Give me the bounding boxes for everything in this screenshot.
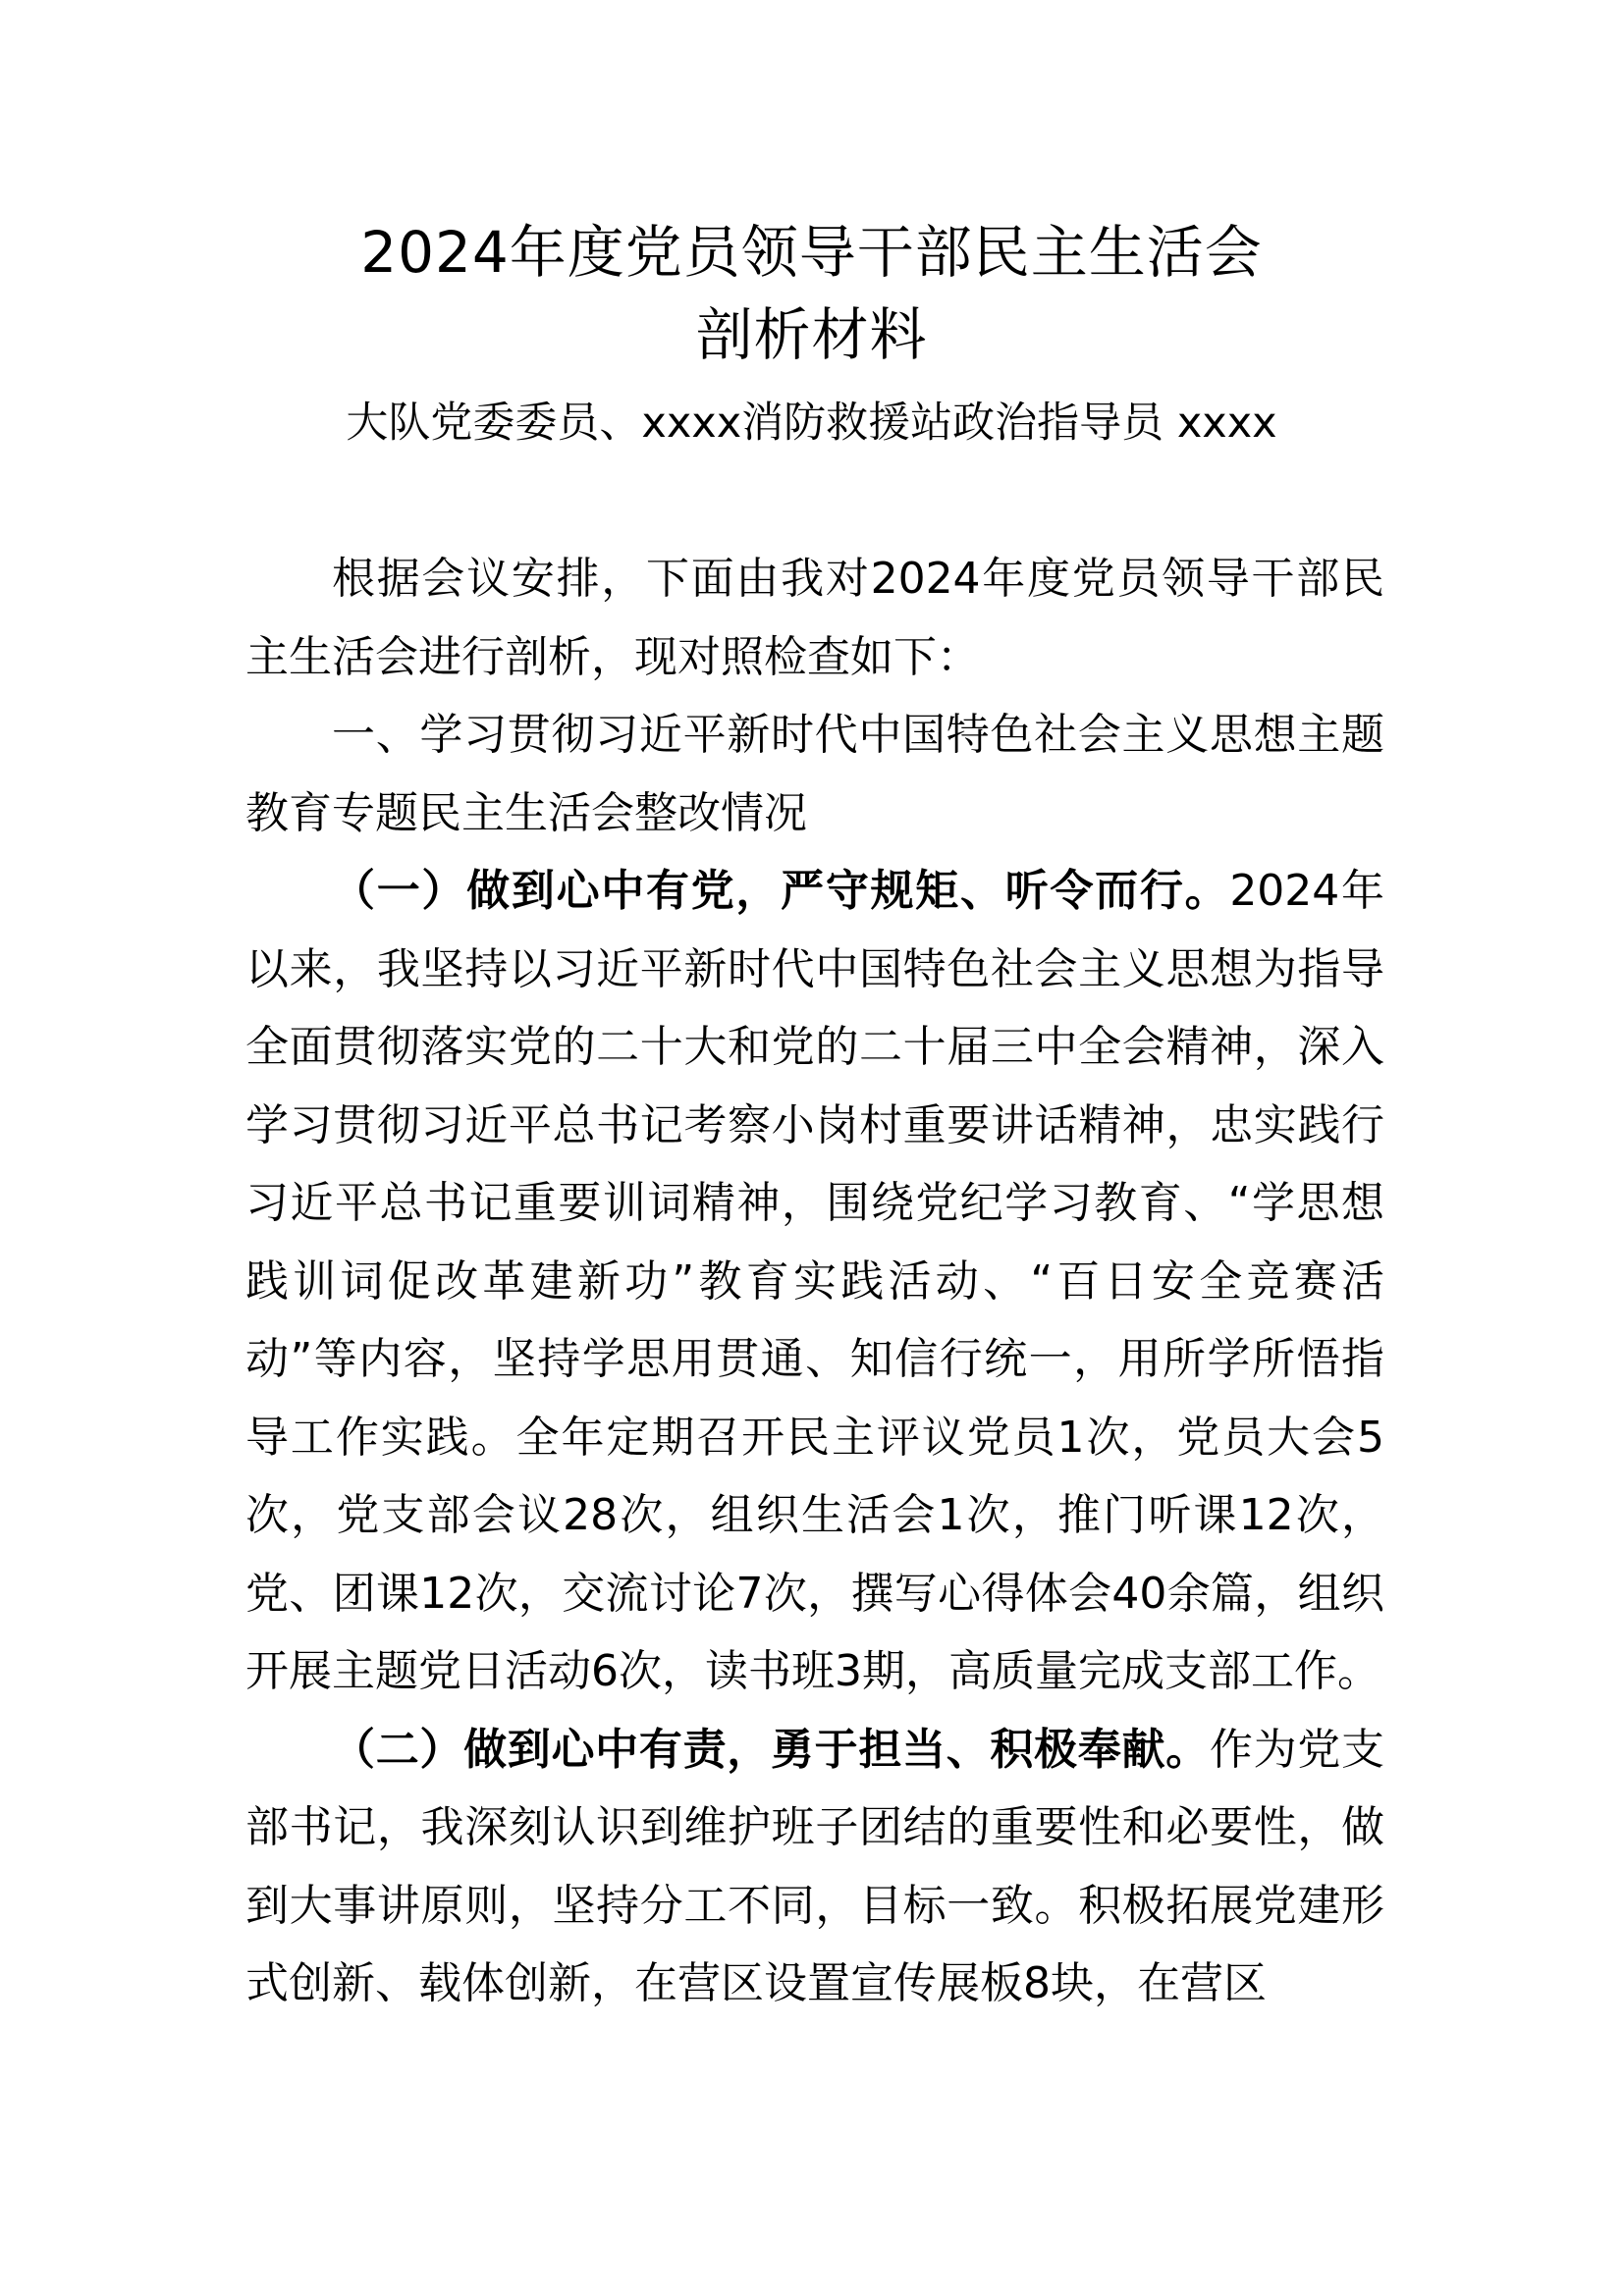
document-body — [245, 540, 1384, 2023]
item-2-paragraph — [245, 1711, 1384, 2023]
document-title-line-1: 2024年度党员领导干部民主生活会 — [360, 219, 1263, 286]
item-1-body: 2024年以来，我坚持以习近平新时代中国特色社会主义思想为指导全面贯彻落实党的二十大和党的二十届三中全会精神，深入学习贯彻习近平总书记考察小岗村重要讲话精神，忠实践行习近平总书记重要训词精神，围绕党纪学习教育、“学思想践训词促改革建新功”教育实践活动、“百日安全竞赛活动”等内容，坚持学思用贯通、知信行统一，用所学所悟指导工作实践。全年定期召开民主评议党员1次，党员大会5次，党支部会议28次，组织生活会1次，推门听课12次，党、团课12次，交流讨论7次，撰写心得体会40余篇，组织开展主题党日活动6次，读书班3期，高质量完成支部工作。 — [245, 866, 1385, 1696]
section-1-heading: 一、学习贯彻习近平新时代中国特色社会主义思想主题教育专题民主生活会整改情况 — [245, 710, 1384, 838]
item-2-heading: （二）做到心中有责，勇于担当、积极奉献。 — [332, 1724, 1210, 1775]
item-1-paragraph — [245, 852, 1384, 1711]
item-2-body: 作为党支部书记，我深刻认识到维护班子团结的重要性和必要性，做到大事讲原则，坚持分工不同，目标一致。积极拓展党建形式创新、载体创新，在营区设置宣传展板8块，在营区 — [245, 1724, 1385, 2008]
item-1-heading: （一）做到心中有党，严守规矩、听令而行。 — [332, 866, 1230, 916]
author-line: 大队党委委员、xxxx消防救援站政治指导员 xxxx — [346, 399, 1277, 448]
document-title-line-2: 剖析材料 — [695, 301, 928, 368]
intro-paragraph: 根据会议安排，下面由我对2024年度党员领导干部民主生活会进行剖析，现对照检查如下： — [245, 554, 1384, 682]
